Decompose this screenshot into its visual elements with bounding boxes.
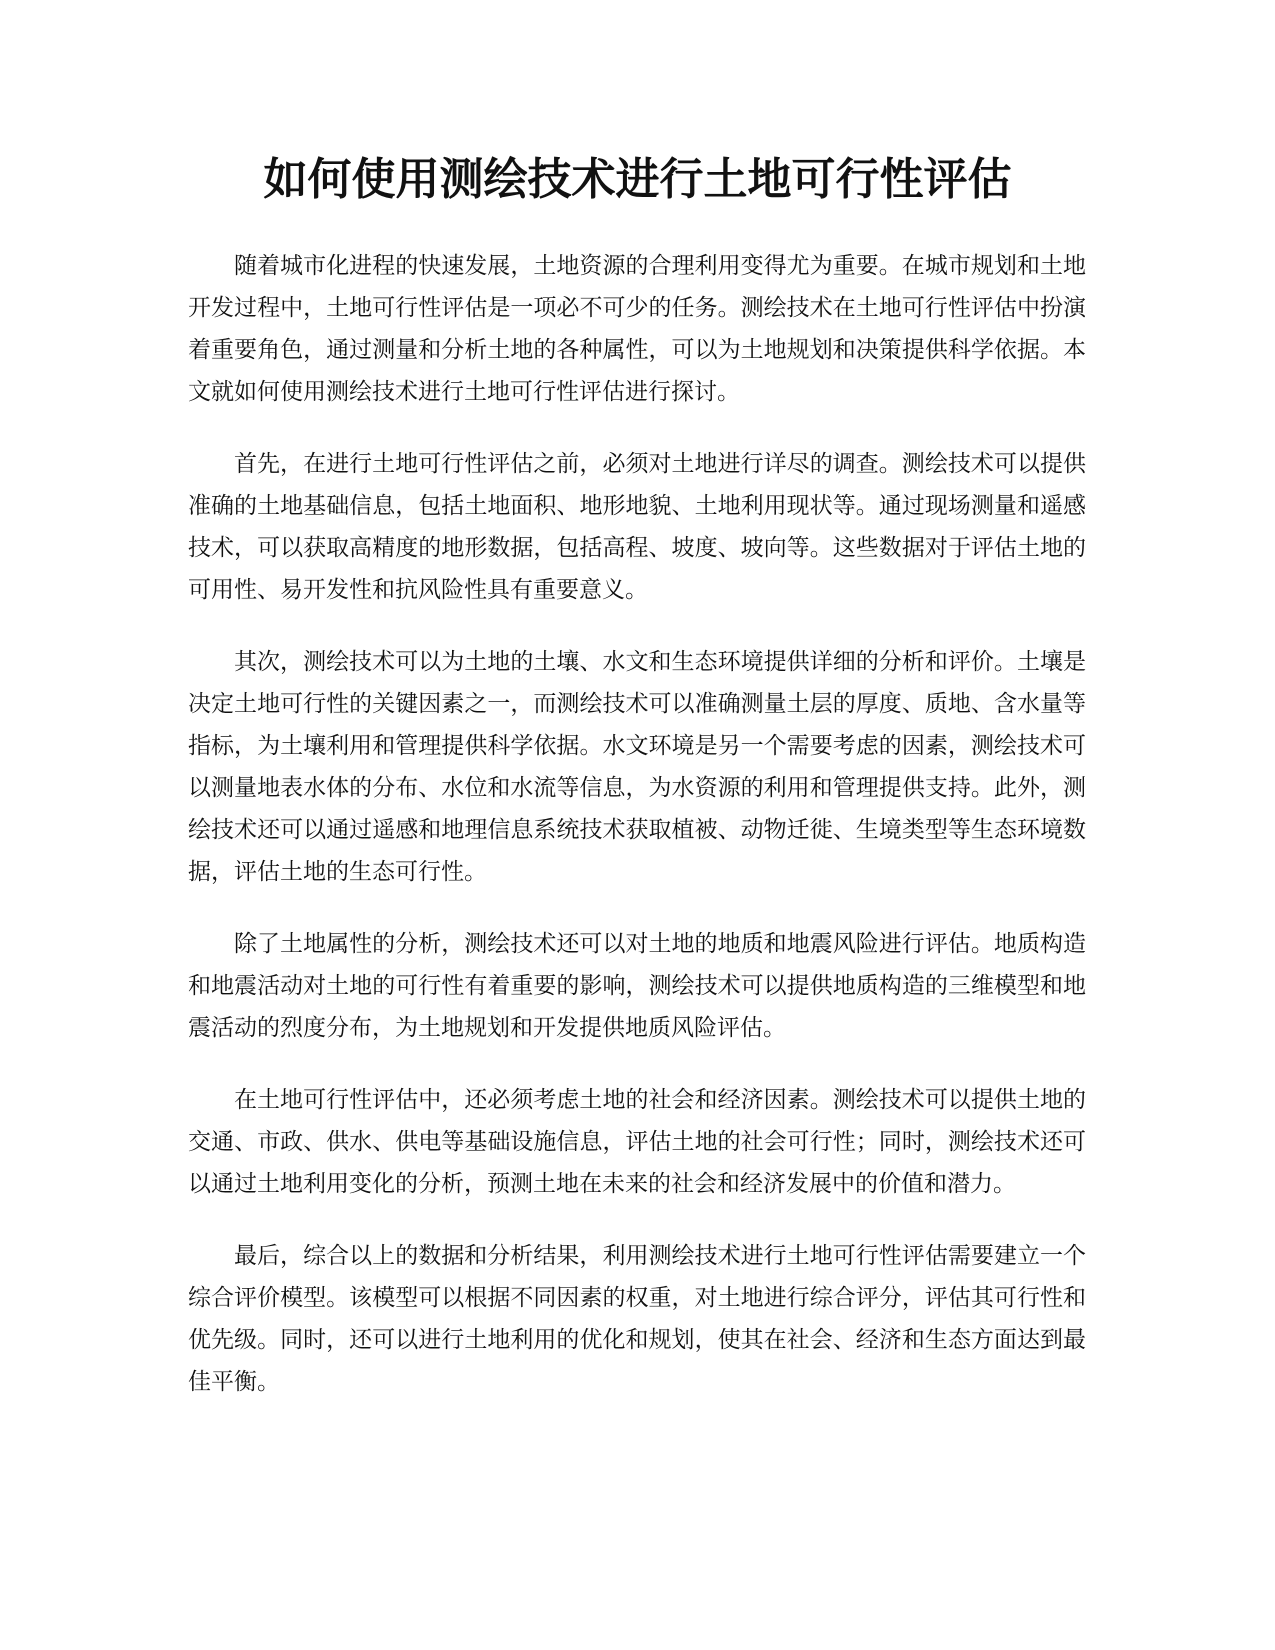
document-title: 如何使用测绘技术进行土地可行性评估 bbox=[263, 154, 1012, 205]
paragraph-1: 随着城市化进程的快速发展，土地资源的合理利用变得尤为重要。在城市规划和土地开发过程中，土地可行性评估是一项必不可少的任务。测绘技术在土地可行性评估中扮演着重要角色，通过测量和分析土地的各种属性，可以为土地规划和决策提供科学依据。本文就如何使用测绘技术进行土地可行性评估进行探讨。 bbox=[188, 253, 1086, 405]
document-body bbox=[188, 245, 1086, 1433]
paragraph-4: 除了土地属性的分析，测绘技术还可以对土地的地质和地震风险进行评估。地质构造和地震活动对土地的可行性有着重要的影响，测绘技术可以提供地质构造的三维模型和地震活动的烈度分布，为土地规划和开发提供地质风险评估。 bbox=[188, 931, 1086, 1041]
paragraph-2: 首先，在进行土地可行性评估之前，必须对土地进行详尽的调查。测绘技术可以提供准确的土地基础信息，包括土地面积、地形地貌、土地利用现状等。通过现场测量和遥感技术，可以获取高精度的地形数据，包括高程、坡度、坡向等。这些数据对于评估土地的可用性、易开发性和抗风险性具有重要意义。 bbox=[188, 451, 1086, 603]
paragraph-5: 在土地可行性评估中，还必须考虑土地的社会和经济因素。测绘技术可以提供土地的交通、市政、供水、供电等基础设施信息，评估土地的社会可行性；同时，测绘技术还可以通过土地利用变化的分析，预测土地在未来的社会和经济发展中的价值和潜力。 bbox=[188, 1087, 1086, 1197]
paragraph-3: 其次，测绘技术可以为土地的土壤、水文和生态环境提供详细的分析和评价。土壤是决定土地可行性的关键因素之一，而测绘技术可以准确测量土层的厚度、质地、含水量等指标，为土壤利用和管理提供科学依据。水文环境是另一个需要考虑的因素，测绘技术可以测量地表水体的分布、水位和水流等信息，为水资源的利用和管理提供支持。此外，测绘技术还可以通过遥感和地理信息系统技术获取植被、动物迁徙、生境类型等生态环境数据，评估土地的生态可行性。 bbox=[188, 649, 1086, 885]
paragraph-6: 最后，综合以上的数据和分析结果，利用测绘技术进行土地可行性评估需要建立一个综合评价模型。该模型可以根据不同因素的权重，对土地进行综合评分，评估其可行性和优先级。同时，还可以进行土地利用的优化和规划，使其在社会、经济和生态方面达到最佳平衡。 bbox=[188, 1243, 1086, 1395]
